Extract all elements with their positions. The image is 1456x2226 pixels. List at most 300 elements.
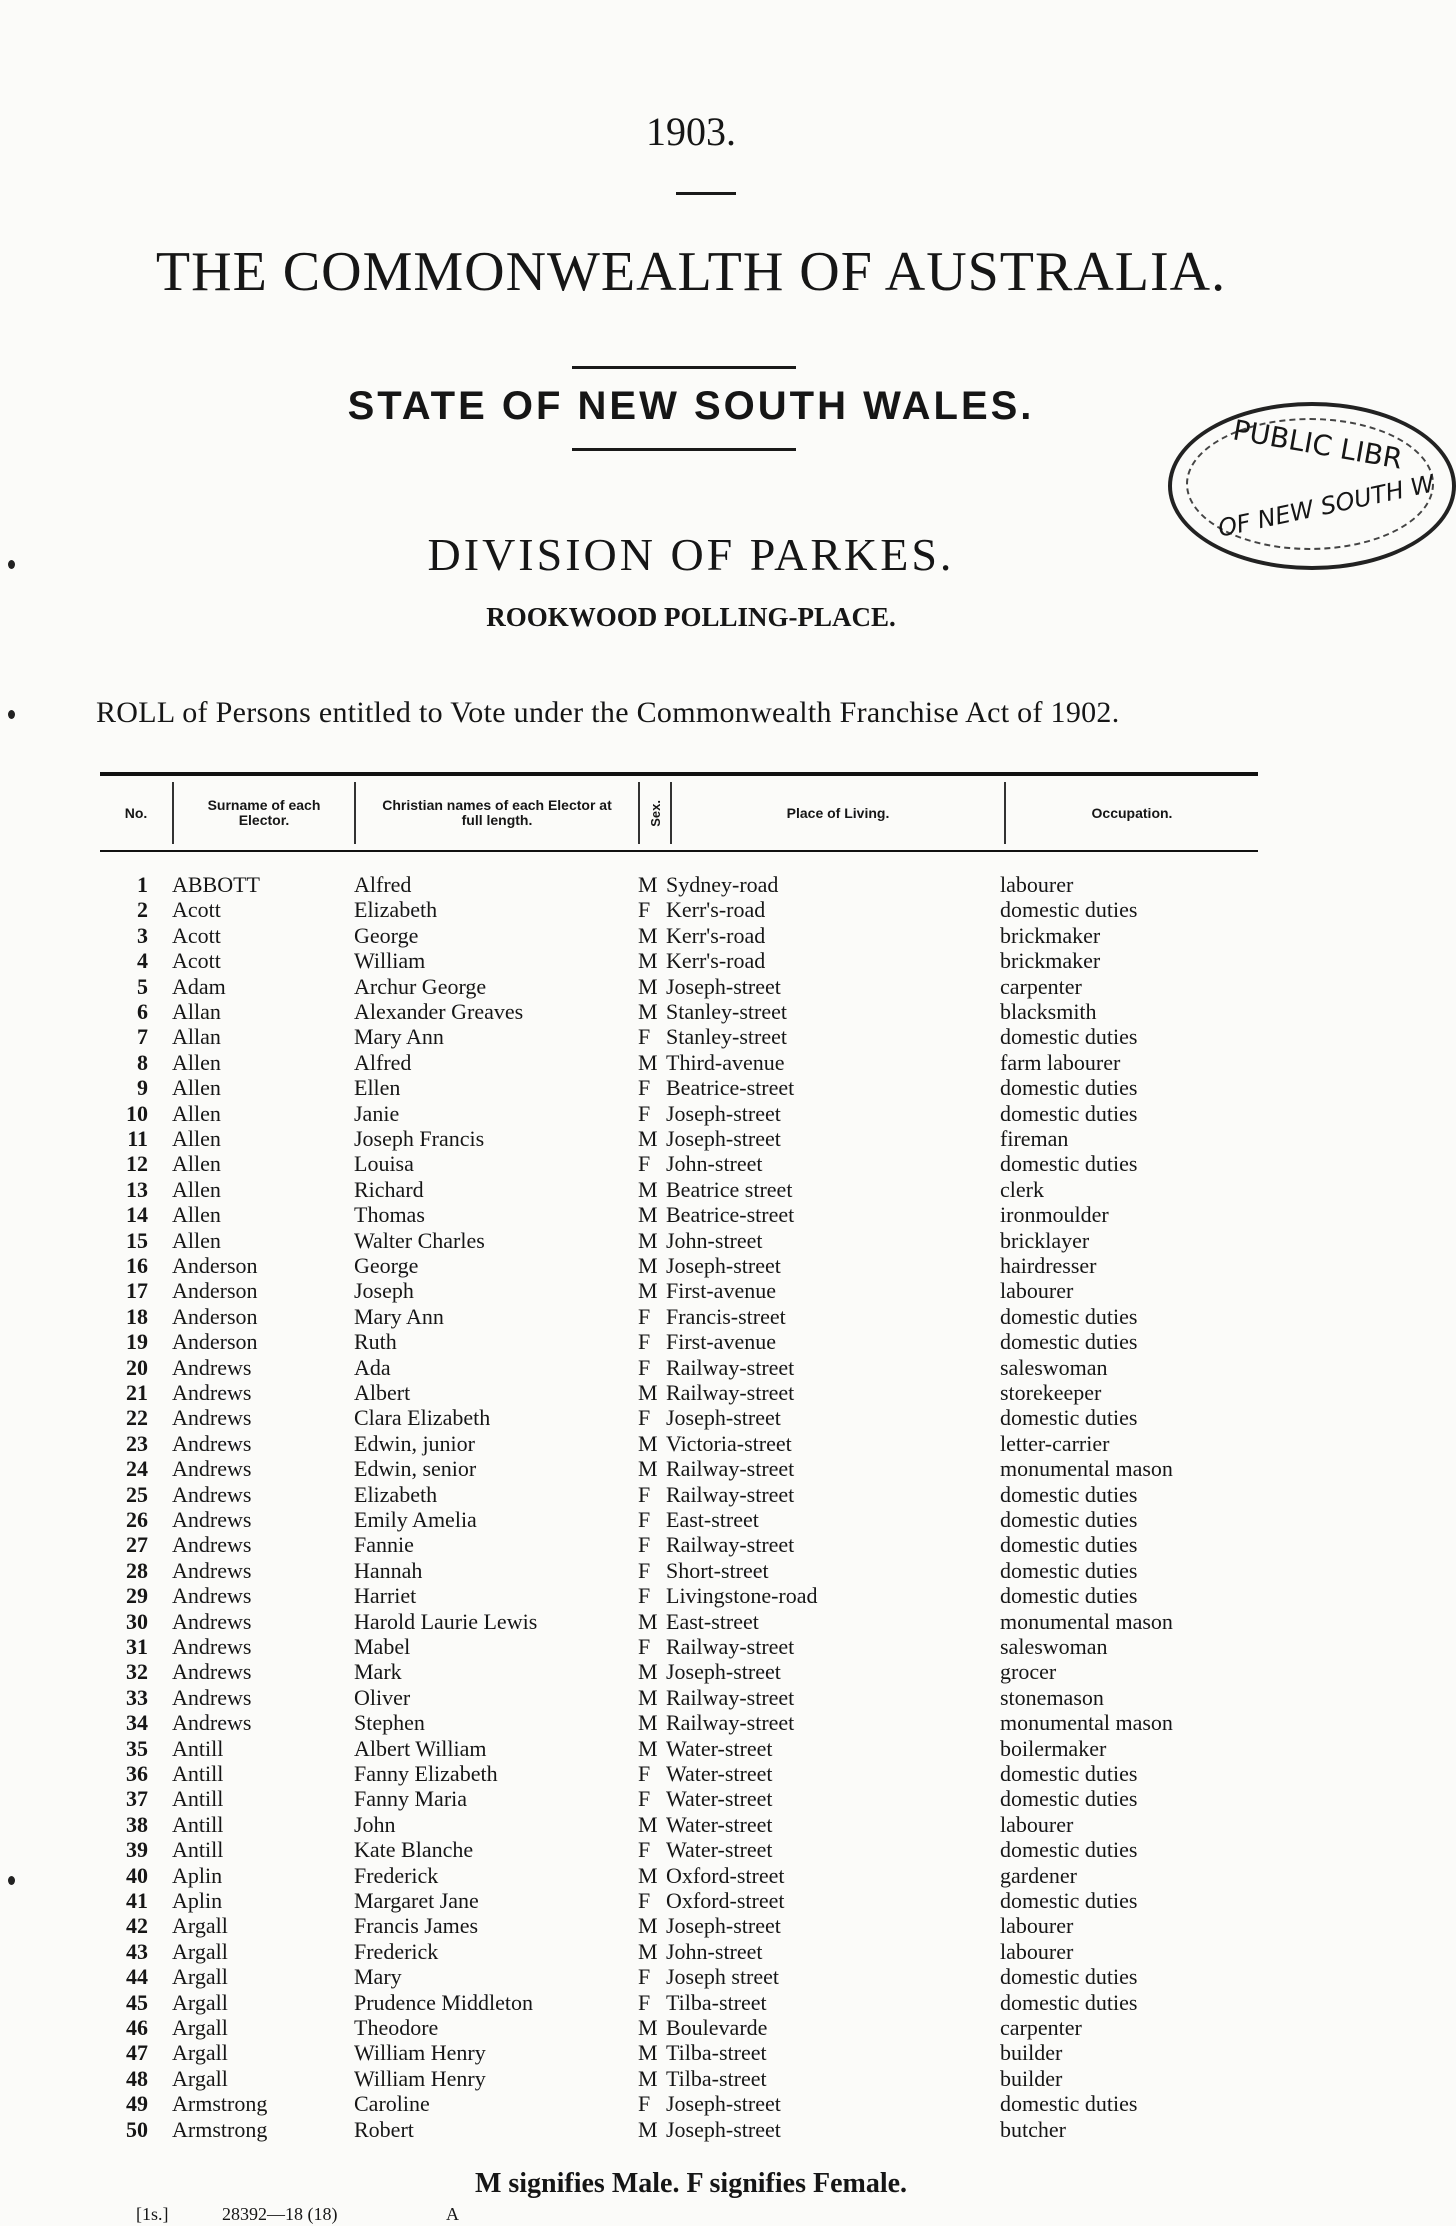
entry-place: Joseph-street xyxy=(666,1126,781,1151)
footer-sheet-letter: A xyxy=(446,2204,459,2224)
entry-sex: M xyxy=(638,1380,658,1405)
entry-place: East-street xyxy=(666,1507,759,1532)
entry-surname: Andrews xyxy=(172,1634,252,1659)
entry-place: Water-street xyxy=(666,1786,773,1812)
entry-christian-names: Joseph Francis xyxy=(354,1126,485,1151)
entry-christian-names: George xyxy=(354,1253,419,1278)
table-row xyxy=(0,1710,1382,1735)
division-heading: DIVISION OF PARKES. xyxy=(427,529,955,580)
entry-surname: Anderson xyxy=(172,1303,258,1329)
table-row xyxy=(0,872,1382,897)
table-row xyxy=(0,1024,1382,1049)
table-row xyxy=(0,1964,1382,1989)
entry-place: Water-street xyxy=(666,1761,773,1786)
entry-number: 1 xyxy=(137,872,148,897)
entry-number: 12 xyxy=(126,1151,148,1177)
entry-occupation: monumental mason xyxy=(1000,1608,1173,1634)
entry-sex: F xyxy=(638,2091,651,2117)
entry-number: 33 xyxy=(126,1684,148,1710)
entry-sex: M xyxy=(638,2015,658,2040)
entry-sex: F xyxy=(638,1888,651,1913)
sex-header-label: Sex. xyxy=(647,799,663,827)
entry-occupation: carpenter xyxy=(1000,973,1082,999)
entry-number: 44 xyxy=(126,1964,148,1990)
entry-surname: Andrews xyxy=(172,1684,252,1710)
entry-number: 24 xyxy=(126,1456,148,1482)
col-header-occupation: Occupation. xyxy=(1091,804,1173,821)
table-row xyxy=(0,1101,1382,1126)
entry-place: Stanley-street xyxy=(666,999,787,1024)
entry-occupation: domestic duties xyxy=(1000,1557,1138,1583)
entry-surname: Antill xyxy=(172,1761,224,1786)
entry-surname: Argall xyxy=(172,1989,228,2015)
entry-sex: F xyxy=(638,1024,651,1050)
entry-occupation: domestic duties xyxy=(1000,1303,1138,1329)
entry-number: 2 xyxy=(137,897,148,923)
entry-occupation: domestic duties xyxy=(1000,897,1138,923)
entry-place: Joseph-street xyxy=(666,1100,781,1126)
entry-surname: Antill xyxy=(172,1837,224,1863)
entry-place: Kerr's-road xyxy=(666,897,766,923)
entry-surname: Allen xyxy=(172,1227,221,1253)
entry-christian-names: Elizabeth xyxy=(354,897,438,923)
entry-sex: M xyxy=(638,1176,658,1202)
entry-place: Railway-street xyxy=(666,1481,795,1507)
entry-surname: Allen xyxy=(172,1202,221,1228)
entry-number: 32 xyxy=(126,1659,148,1685)
entry-place: Water-street xyxy=(666,1837,773,1863)
entry-sex: M xyxy=(638,2065,658,2091)
entry-surname: Argall xyxy=(172,2015,228,2040)
entry-place: Tilba-street xyxy=(666,2040,767,2066)
entry-surname: Acott xyxy=(172,948,221,974)
table-row xyxy=(0,1558,1382,1583)
entry-sex: F xyxy=(638,1583,651,1609)
entry-surname: ABBOTT xyxy=(172,872,260,897)
entry-christian-names: Walter Charles xyxy=(354,1227,485,1253)
entry-christian-names: Fannie xyxy=(354,1532,414,1558)
entry-christian-names: Mary Ann xyxy=(354,1024,444,1050)
table-row xyxy=(0,923,1382,948)
entry-place: Joseph-street xyxy=(666,973,781,999)
state-heading: STATE OF NEW SOUTH WALES. xyxy=(347,384,1035,428)
entry-christian-names: Stephen xyxy=(354,1710,425,1736)
entry-place: Beatrice-street xyxy=(666,1075,795,1101)
entry-occupation: labourer xyxy=(1000,1811,1074,1837)
entry-surname: Andrews xyxy=(172,1354,252,1380)
entry-number: 50 xyxy=(126,2116,148,2142)
table-header xyxy=(100,772,1258,852)
entry-sex: M xyxy=(638,1710,658,1736)
stamp-text-2: OF NEW SOUTH W xyxy=(1215,469,1438,543)
entry-surname: Acott xyxy=(172,922,221,948)
rule-2 xyxy=(572,366,796,369)
entry-sex: F xyxy=(638,1507,651,1532)
entry-christian-names: Richard xyxy=(354,1176,424,1202)
table-row xyxy=(0,1863,1382,1888)
entry-sex: F xyxy=(638,1837,651,1863)
entry-number: 16 xyxy=(126,1253,148,1278)
entry-place: Beatrice street xyxy=(666,1176,793,1202)
entry-christian-names: Clara Elizabeth xyxy=(354,1405,491,1431)
table-row xyxy=(0,2040,1382,2065)
entry-occupation: labourer xyxy=(1000,872,1074,897)
entry-surname: Andrews xyxy=(172,1430,252,1456)
entry-occupation: domestic duties xyxy=(1000,2091,1138,2117)
entry-sex: M xyxy=(638,1811,658,1837)
table-row xyxy=(0,1888,1382,1913)
table-row xyxy=(0,1634,1382,1659)
entry-sex: F xyxy=(638,1354,651,1380)
entry-place: Short-street xyxy=(666,1557,769,1583)
year: 1903. xyxy=(646,109,736,154)
table-row xyxy=(0,1685,1382,1710)
entry-place: John-street xyxy=(666,1938,763,1964)
entry-christian-names: William xyxy=(354,948,426,974)
entry-sex: M xyxy=(638,2040,658,2066)
entry-christian-names: Albert xyxy=(354,1380,411,1405)
table-row xyxy=(0,1913,1382,1938)
rule-3 xyxy=(572,448,796,451)
entry-place: First-avenue xyxy=(666,1278,776,1304)
entry-place: Joseph-street xyxy=(666,1659,781,1685)
col-header-christian: Christian names of each Elector at full length. xyxy=(382,797,612,828)
footer-print-mark: [1s.] xyxy=(136,2204,169,2224)
entry-christian-names: Joseph xyxy=(354,1278,414,1304)
entry-number: 45 xyxy=(126,1989,148,2015)
entry-place: John-street xyxy=(666,1227,763,1253)
entry-number: 23 xyxy=(126,1430,148,1456)
table-row xyxy=(0,1609,1382,1634)
entry-place: Joseph-street xyxy=(666,1913,781,1939)
entry-occupation: gardener xyxy=(1000,1862,1077,1888)
entry-occupation: domestic duties xyxy=(1000,1100,1138,1126)
polling-place: ROOKWOOD POLLING-PLACE. xyxy=(486,602,896,632)
entry-number: 8 xyxy=(137,1049,148,1075)
entry-number: 34 xyxy=(126,1710,148,1736)
entry-number: 4 xyxy=(137,948,148,974)
entry-number: 21 xyxy=(126,1380,148,1405)
table-row xyxy=(0,2015,1382,2040)
entry-sex: M xyxy=(638,948,658,974)
entry-surname: Allen xyxy=(172,1151,221,1177)
entry-number: 39 xyxy=(126,1837,148,1863)
entry-place: Railway-street xyxy=(666,1456,795,1482)
entry-place: Railway-street xyxy=(666,1354,795,1380)
entry-christian-names: William Henry xyxy=(354,2065,486,2091)
entry-christian-names: George xyxy=(354,922,419,948)
entry-occupation: saleswoman xyxy=(1000,1634,1108,1659)
entry-christian-names: William Henry xyxy=(354,2040,486,2066)
entry-number: 40 xyxy=(126,1862,148,1888)
entry-place: Railway-street xyxy=(666,1710,795,1736)
entry-christian-names: Alfred xyxy=(354,1049,412,1075)
entry-place: Railway-street xyxy=(666,1684,795,1710)
table-row xyxy=(0,1151,1382,1176)
entry-place: Water-street xyxy=(666,1811,773,1837)
entry-occupation: domestic duties xyxy=(1000,1583,1138,1609)
table-row xyxy=(0,1329,1382,1354)
entry-place: Railway-street xyxy=(666,1380,795,1405)
entry-number: 42 xyxy=(126,1913,148,1939)
entry-number: 19 xyxy=(126,1329,148,1355)
entry-occupation: storekeeper xyxy=(1000,1380,1102,1405)
table-row xyxy=(0,2066,1382,2091)
entry-place: Railway-street xyxy=(666,1532,795,1558)
entry-occupation: domestic duties xyxy=(1000,1151,1138,1177)
entry-number: 35 xyxy=(126,1735,148,1761)
entry-surname: Andrews xyxy=(172,1481,252,1507)
entry-place: Joseph-street xyxy=(666,1253,781,1278)
entry-occupation: domestic duties xyxy=(1000,1507,1138,1532)
entry-christian-names: Albert William xyxy=(354,1735,487,1761)
entry-christian-names: Fanny Elizabeth xyxy=(354,1761,498,1786)
entry-surname: Andrews xyxy=(172,1659,252,1685)
entry-occupation: monumental mason xyxy=(1000,1710,1173,1736)
entry-christian-names: Ada xyxy=(354,1354,391,1380)
table-row xyxy=(0,1990,1382,2015)
entry-christian-names: Mary Ann xyxy=(354,1303,444,1329)
entry-surname: Andrews xyxy=(172,1405,252,1431)
entry-sex: F xyxy=(638,1405,651,1431)
entry-surname: Antill xyxy=(172,1786,224,1812)
table-row xyxy=(0,1456,1382,1481)
col-header-sex xyxy=(640,776,670,850)
entry-occupation: hairdresser xyxy=(1000,1253,1097,1278)
table-row xyxy=(0,1304,1382,1329)
entry-christian-names: Theodore xyxy=(354,2015,439,2040)
entry-sex: F xyxy=(638,1761,651,1786)
entry-surname: Andrews xyxy=(172,1456,252,1482)
entry-christian-names: Ruth xyxy=(354,1329,397,1355)
entry-christian-names: Mabel xyxy=(354,1634,411,1659)
entry-place: Francis-street xyxy=(666,1303,786,1329)
entry-surname: Argall xyxy=(172,1913,228,1939)
entry-christian-names: Elizabeth xyxy=(354,1481,438,1507)
entry-surname: Anderson xyxy=(172,1329,258,1355)
entry-number: 36 xyxy=(126,1761,148,1786)
stamp-text-1: PUBLIC LIBR xyxy=(1230,413,1405,476)
table-row xyxy=(0,1228,1382,1253)
entry-occupation: domestic duties xyxy=(1000,1405,1138,1431)
rule-1 xyxy=(676,192,736,195)
entry-number: 9 xyxy=(137,1075,148,1101)
entry-number: 15 xyxy=(126,1227,148,1253)
entry-surname: Andrews xyxy=(172,1380,252,1405)
table-row xyxy=(0,1355,1382,1380)
entry-sex: M xyxy=(638,1126,658,1151)
table-row xyxy=(0,974,1382,999)
entry-christian-names: Kate Blanche xyxy=(354,1837,474,1863)
entry-christian-names: Mark xyxy=(354,1659,402,1685)
table-row xyxy=(0,1583,1382,1608)
entry-sex: F xyxy=(638,1532,651,1558)
col-header-no: No. xyxy=(124,804,148,821)
entry-occupation: domestic duties xyxy=(1000,1888,1138,1913)
entry-sex: M xyxy=(638,1456,658,1482)
table-row xyxy=(0,1050,1382,1075)
entry-christian-names: Emily Amelia xyxy=(354,1507,477,1532)
entry-surname: Allan xyxy=(172,999,221,1024)
entry-number: 6 xyxy=(137,999,148,1024)
entry-occupation: farm labourer xyxy=(1000,1049,1121,1075)
entry-christian-names: Frederick xyxy=(354,1938,439,1964)
entry-occupation: domestic duties xyxy=(1000,1964,1138,1990)
entry-sex: M xyxy=(638,1938,658,1964)
entry-place: Beatrice-street xyxy=(666,1202,795,1228)
entry-surname: Allen xyxy=(172,1049,221,1075)
entry-number: 46 xyxy=(126,2015,148,2040)
entry-place: Joseph street xyxy=(666,1964,780,1990)
entry-christian-names: Frederick xyxy=(354,1862,439,1888)
margin-mark xyxy=(8,560,15,569)
entry-number: 29 xyxy=(126,1583,148,1609)
entry-surname: Armstrong xyxy=(172,2116,268,2142)
entry-occupation: saleswoman xyxy=(1000,1354,1108,1380)
entry-place: Sydney-road xyxy=(666,872,779,897)
entry-surname: Argall xyxy=(172,2040,228,2066)
entry-sex: M xyxy=(638,1735,658,1761)
entry-place: Victoria-street xyxy=(666,1430,792,1456)
entry-occupation: domestic duties xyxy=(1000,1761,1138,1786)
entry-place: Joseph-street xyxy=(666,2091,781,2117)
entry-place: Third-avenue xyxy=(666,1049,785,1075)
entry-sex: M xyxy=(638,1278,658,1304)
entry-surname: Antill xyxy=(172,1735,224,1761)
entry-christian-names: Caroline xyxy=(354,2091,430,2117)
entry-sex: M xyxy=(638,2116,658,2142)
entry-christian-names: Alfred xyxy=(354,872,412,897)
entry-number: 14 xyxy=(126,1202,148,1228)
entry-surname: Allen xyxy=(172,1100,221,1126)
entry-christian-names: Mary xyxy=(354,1964,402,1990)
table-row xyxy=(0,1431,1382,1456)
entry-surname: Argall xyxy=(172,1964,228,1990)
entry-sex: M xyxy=(638,872,658,897)
entry-occupation: monumental mason xyxy=(1000,1456,1173,1482)
entry-christian-names: Fanny Maria xyxy=(354,1786,468,1812)
entry-number: 17 xyxy=(126,1278,148,1304)
table-row xyxy=(0,1482,1382,1507)
entry-sex: F xyxy=(638,1786,651,1812)
entry-number: 22 xyxy=(126,1405,148,1431)
entry-surname: Andrews xyxy=(172,1608,252,1634)
footer-job-number: 28392—18 (18) xyxy=(222,2204,338,2224)
entry-surname: Argall xyxy=(172,2065,228,2091)
entry-christian-names: Edwin, junior xyxy=(354,1430,475,1456)
entry-number: 28 xyxy=(126,1557,148,1583)
table-row xyxy=(0,1380,1382,1405)
entry-place: Railway-street xyxy=(666,1634,795,1659)
entry-number: 5 xyxy=(137,973,148,999)
entry-place: Livingstone-road xyxy=(666,1583,818,1609)
entry-occupation: butcher xyxy=(1000,2116,1066,2142)
entry-christian-names: Louisa xyxy=(354,1151,414,1177)
entry-occupation: domestic duties xyxy=(1000,1329,1138,1355)
entry-surname: Allen xyxy=(172,1075,221,1101)
entry-occupation: letter-carrier xyxy=(1000,1430,1110,1456)
entry-number: 11 xyxy=(127,1126,148,1151)
entry-christian-names: Janie xyxy=(354,1100,400,1126)
table-row xyxy=(0,1177,1382,1202)
entry-place: Joseph-street xyxy=(666,2116,781,2142)
entry-number: 7 xyxy=(137,1024,148,1050)
col-header-surname: Surname of each Elector. xyxy=(207,797,321,828)
entry-sex: M xyxy=(638,1049,658,1075)
entry-occupation: domestic duties xyxy=(1000,1989,1138,2015)
table-row xyxy=(0,1075,1382,1100)
table-row xyxy=(0,1659,1382,1684)
entry-christian-names: Thomas xyxy=(354,1202,425,1228)
entry-surname: Andrews xyxy=(172,1557,252,1583)
entry-occupation: labourer xyxy=(1000,1938,1074,1964)
entry-surname: Andrews xyxy=(172,1532,252,1558)
table-row xyxy=(0,1278,1382,1303)
entry-number: 31 xyxy=(126,1634,148,1659)
table-row xyxy=(0,1202,1382,1227)
entry-surname: Aplin xyxy=(172,1862,223,1888)
table-row xyxy=(0,1812,1382,1837)
entry-number: 3 xyxy=(137,922,148,948)
entry-place: Boulevarde xyxy=(666,2015,768,2040)
page-title: THE COMMONWEALTH OF AUSTRALIA. xyxy=(155,241,1227,303)
table-row xyxy=(0,1786,1382,1811)
entry-christian-names: Robert xyxy=(354,2116,414,2142)
entry-sex: M xyxy=(638,1608,658,1634)
entry-sex: F xyxy=(638,1964,651,1990)
entry-surname: Acott xyxy=(172,897,221,923)
entry-number: 30 xyxy=(126,1608,148,1634)
table-row xyxy=(0,2091,1382,2116)
entry-sex: M xyxy=(638,922,658,948)
entry-occupation: ironmoulder xyxy=(1000,1202,1109,1228)
entry-sex: F xyxy=(638,1634,651,1659)
table-row xyxy=(0,1507,1382,1532)
entry-sex: M xyxy=(638,999,658,1024)
table-row xyxy=(0,1253,1382,1278)
sex-legend: M signifies Male. F signifies Female. xyxy=(474,2168,908,2199)
entry-sex: F xyxy=(638,1151,651,1177)
entry-place: East-street xyxy=(666,1608,759,1634)
entry-sex: M xyxy=(638,1227,658,1253)
entry-place: Kerr's-road xyxy=(666,948,766,974)
entry-christian-names: Oliver xyxy=(354,1684,411,1710)
table-row xyxy=(0,948,1382,973)
entry-sex: F xyxy=(638,1557,651,1583)
entry-occupation: domestic duties xyxy=(1000,1481,1138,1507)
entry-number: 27 xyxy=(126,1532,148,1558)
entry-surname: Adam xyxy=(172,973,226,999)
entry-number: 47 xyxy=(126,2040,148,2066)
entry-surname: Andrews xyxy=(172,1507,252,1532)
entry-occupation: stonemason xyxy=(1000,1684,1104,1710)
entry-number: 18 xyxy=(126,1303,148,1329)
entry-number: 41 xyxy=(126,1888,148,1913)
entry-surname: Andrews xyxy=(172,1710,252,1736)
entry-number: 37 xyxy=(126,1786,148,1812)
entry-occupation: domestic duties xyxy=(1000,1075,1138,1101)
entry-occupation: blacksmith xyxy=(1000,999,1097,1024)
entry-place: Tilba-street xyxy=(666,2065,767,2091)
entry-number: 20 xyxy=(126,1354,148,1380)
entry-christian-names: Archur George xyxy=(354,973,487,999)
entry-sex: F xyxy=(638,1303,651,1329)
entry-christian-names: Harriet xyxy=(354,1583,417,1609)
entry-sex: F xyxy=(638,1329,651,1355)
entry-place: John-street xyxy=(666,1151,763,1177)
entry-sex: F xyxy=(638,1075,651,1101)
entry-christian-names: Prudence Middleton xyxy=(354,1989,534,2015)
